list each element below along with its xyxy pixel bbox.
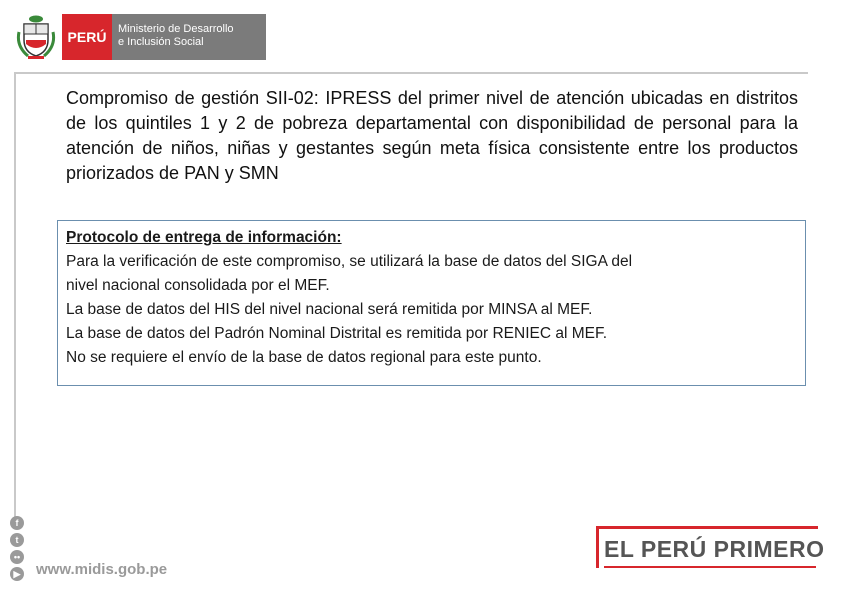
- protocol-line: Para la verificación de este compromiso, se utilizará la base de datos del SIGA del: [66, 253, 633, 270]
- frame-top-line: [14, 72, 808, 74]
- peru-coat-of-arms-icon: [16, 14, 56, 60]
- brand-underline: [604, 566, 816, 568]
- logo-peru-label: PERÚ: [62, 14, 112, 60]
- page-title: Compromiso de gestión SII-02: IPRESS del primer nivel de atención ubicadas en distritos de los quintiles 1 y 2 de pobreza departamental con disponibilidad de personal para la atención de niños, niñas y gestantes según meta física consistente entre los productos priorizados de PAN y SMN: [66, 88, 798, 183]
- facebook-icon[interactable]: f: [10, 516, 24, 530]
- el-peru-primero-logo: [596, 526, 825, 570]
- protocol-line: La base de datos del HIS del nivel nacional será remitida por MINSA al MEF.: [66, 301, 593, 318]
- flickr-icon[interactable]: ••: [10, 550, 24, 564]
- midis-logo: [62, 14, 266, 60]
- website-link[interactable]: www.midis.gob.pe: [36, 561, 168, 578]
- logo-ministry-name: [112, 14, 266, 60]
- protocol-box: [57, 220, 806, 386]
- youtube-icon[interactable]: ▶: [10, 567, 24, 581]
- protocol-heading: Protocolo de entrega de información:: [66, 229, 342, 246]
- brand-text: EL PERÚ PRIMERO: [604, 536, 825, 562]
- logo-ministry-line2: e Inclusión Social: [118, 36, 204, 48]
- protocol-line: nivel nacional consolidada por el MEF.: [66, 277, 330, 294]
- logo-ministry-line1: Ministerio de Desarrollo: [118, 23, 234, 35]
- frame-left-line: [14, 72, 16, 517]
- twitter-icon[interactable]: t: [10, 533, 24, 547]
- brand-frame-left: [596, 526, 599, 568]
- protocol-line: No se requiere el envío de la base de datos regional para este punto.: [66, 349, 542, 366]
- brand-frame-top: [596, 526, 818, 529]
- protocol-line: La base de datos del Padrón Nominal Distrital es remitida por RENIEC al MEF.: [66, 325, 608, 342]
